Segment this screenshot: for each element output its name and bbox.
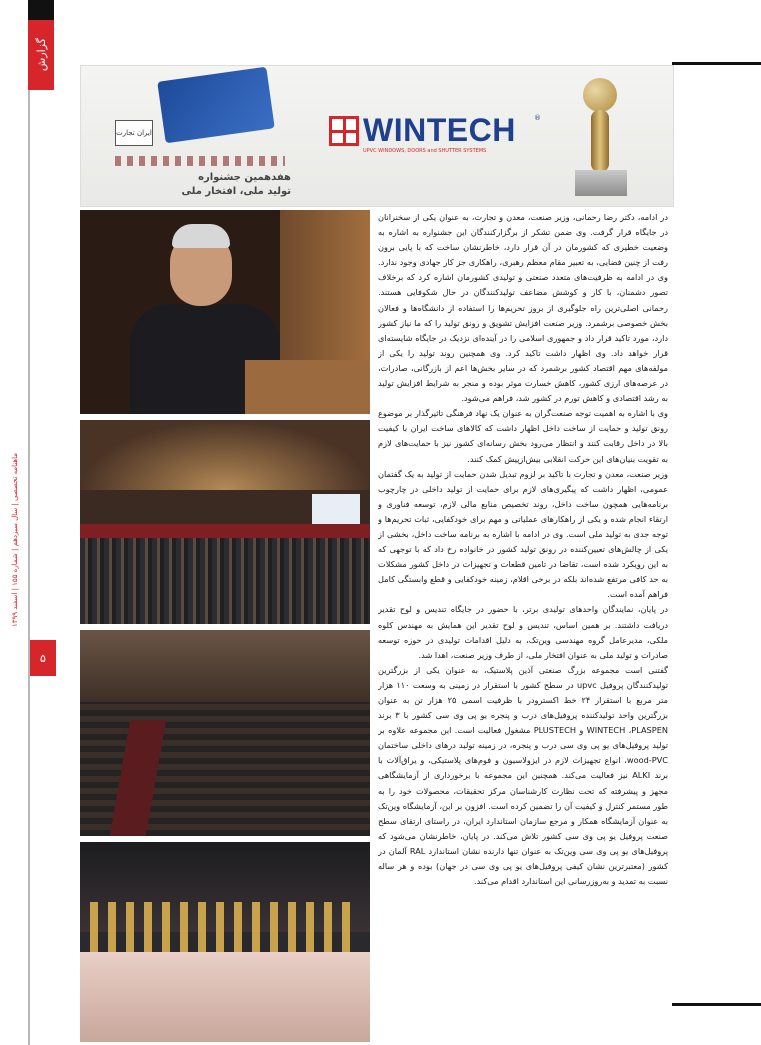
festival-stamp: ایران تجارت xyxy=(115,120,153,146)
article-paragraph: گفتنی است مجموعه بزرگ صنعتی آذین پلاستیک، به عنوان یکی از بزرگترین تولیدکنندگان پروفیل upvc در سطح کشور با استقرار در زمینی به وسعت ۱۱۰ هزار متر مربع با استقرار ۲۴ خط اکسترودر با ظرفیت اسمی ۲۵ هزار تن به عنوان بزرگترین واحد تولیدکننده پروفیل‌های درب و پنجره یو پی وی سی کشور با ۳ برند WINTECH ،PLASPEN و PLUSTECH مشغول فعالیت است. این مجموعه علاوه بر تولید پروفیل‌های یو پی وی سی درب و پنجره، در زمینه تولید درهای داخلی ساختمان wood-PVC، انواع تجهیزات لازم در ایزولاسیون و فوم‌های پلاستیکی، و یراق‌آلات با برند ALKI نیز فعالیت می‌کند. همچنین این مجموعه با برخورداری از آزمایشگاهی مجهز و پیشرفته که تحت نظارت کارشناسان مرکز تحقیقات، محصولات خود را به طور مستمر کنترل و کیفیت آن را تضمین کرده است. افزون بر این، آزمایشگاه وین‌تک به عنوان آزمایشگاه همکار و مرجع سازمان استاندارد ایران، در راستای ارتقای سطح صنعت پروفیل یو پی وی سی کشور تلاش می‌کند. در پایان، خاطرنشان می‌شود که پروفیل‌های یو پی وی سی وین‌تک به عنوان تنها دارنده نشان استاندارد RAL آلمان در کشور (معتبرترین نشان کیفی پروفیل‌های یو پی وی سی در جهان) بوده و هر ساله نسبت به تمدید و به‌روزرسانی این استاندارد اقدام می‌کند. xyxy=(378,664,668,887)
photo-speaker xyxy=(80,210,370,414)
article-paragraph: وزیر صنعت، معدن و تجارت با تاکید بر لزوم تبدیل شدن حمایت از تولید به یک گفتمان عمومی، اظهار داشت که پیگیری‌های لازم برای حمایت از تولید داخلی در چارچوب برنامه‌هایی همچون ساخت داخل، روند تخصیص منابع مالی لازم، توسعه فناوری و ارتقاء انجام شده و یکی از راهکارهای عملیاتی و مهم برای خودکفایی، ثبات تحریم‌ها و توجه جدی به تولید ملی است. وی در ادامه با اشاره به برنامه ساخت داخل، بخشی از یکی از چالش‌های تعیین‌کننده در رونق تولید کشور در خانواده رخ داد که با توجهی که به این رویکرد شده است، تقاضا در تامین قطعات و تجهیزات در داخل کشور مشکلات به حد کافی مرتفع شده‌اند بلکه در برخی اقلام، زمینه خودکفایی و قطع وابستگی کامل فراهم آمده است. xyxy=(378,468,668,600)
trophy-base xyxy=(575,170,627,196)
photo-conference-hall xyxy=(80,420,370,624)
festival-logo xyxy=(101,72,291,200)
registered-mark: ® xyxy=(534,114,541,122)
festival-motif xyxy=(115,156,285,166)
section-tab-label-box xyxy=(28,20,54,90)
article-paragraph: وی با اشاره به اهمیت توجه صنعت‌گران به عنوان یک نهاد فرهنگی تاثیرگذار بر موضوع رونق تولید و حمایت از ساخت داخل اظهار داشت که کالاهای ساخت ایران با کیفیت بالا در داخل رقابت کنند و انتظار می‌رود بخش رسانه‌ای کشور نیز با حمایت‌های لازم به تقویت بنیان‌های این حرکت انقلابی بیش‌ازپیش کمک کنند. xyxy=(378,408,668,464)
trophy-body xyxy=(591,110,609,172)
article-banner xyxy=(80,65,674,207)
page-number: ۵ xyxy=(30,640,56,676)
article-paragraph: در ادامه، دکتر رضا رحمانی، وزیر صنعت، معدن و تجارت، به عنوان یکی از سخنرانان در جایگاه قرار گرفت. وی ضمن تشکر از برگزارکنندگان این جشنواره به اشاره به وضعیت خطیری که کشورمان در آن قرار دارد، خاطرنشان ساخت که با پایی برون رفت از چنین فضایی، به تعبیر مقام معظم رهبری، راهکاری جز کار جهادی وجود ندارد. وی در ادامه به ظرفیت‌های متعدد صنعتی و تولیدی کشورمان اشاره کرد که برخلاف تصور دشمنان، با کار و کوشش مضاعف تولیدکنندگان در حال شکوفایی هستند. رحمانی اصلی‌ترین راه جلوگیری از بروز تحریم‌ها را استفاده از دانشگاه‌ها و فعالان بخش خصوصی برشمرد. وزیر صنعت افزایش تشویق و رونق تولید را که ما نیاز کشور دارد، مورد تاکید قرار داد و جمهوری اسلامی را در آینده‌ای نزدیک در جایگاه شایسته‌ای قرار خواهد داد. وی اظهار داشت تاکید کرد. وی همچنین روند تولید را یکی از مولفه‌های مهم اقتصاد کشور برشمرد که در سایر بخش‌ها اعم از بازرگانی، صادرات، در عرصه‌های ارزی کشور، کاهش خسارت موثر بوده و منجر به شرایط افزایش تولید به رشد اقتصادی و کاهش تورم در کشور شد، فراهم می‌شود. xyxy=(378,212,668,404)
trophy-globe xyxy=(583,78,617,112)
wintech-mark-icon xyxy=(329,116,359,146)
article-paragraph: در پایان، نمایندگان واحدهای تولیدی برتر، با حضور در جایگاه تندیس و لوح تقدیر دریافت داشتند. بر همین اساس، تندیس و لوح تقدیر این همایش به مهندس کلوه ملکی، مدیرعامل گروه مهندسی وین‌تک، به دلیل اقدامات تولیدی در حوزه توسعه صادرات و تولید ملی به عنوان افتخار ملی، از طرف وزیر صنعت، اهدا شد. xyxy=(378,604,668,660)
section-tab xyxy=(28,0,54,90)
wintech-logo xyxy=(329,114,545,158)
festival-subtitle: تولید ملی، افتخار ملی xyxy=(181,186,291,197)
festival-emblem xyxy=(157,67,275,144)
photo-trophies xyxy=(80,842,370,1042)
photo-audience xyxy=(80,630,370,836)
bottom-rule xyxy=(672,1003,761,1006)
trophy-image xyxy=(555,72,647,202)
issue-info-text: ماهنامه تخصصی | سال سیزدهم | شماره ۱۵۵ | اسفند ۱۳۹۹ xyxy=(11,452,19,628)
top-rule xyxy=(672,62,761,65)
article-body xyxy=(378,210,668,970)
brand-name: WINTECH xyxy=(363,112,516,148)
brand-tagline: UPVC WINDOWS, DOORS and SHUTTER SYSTEMS xyxy=(363,148,487,154)
festival-title: هفدهمین جشنواره xyxy=(198,172,291,183)
section-label: گزارش xyxy=(34,38,48,72)
issue-info xyxy=(2,440,28,640)
left-margin-rule xyxy=(28,0,30,1045)
